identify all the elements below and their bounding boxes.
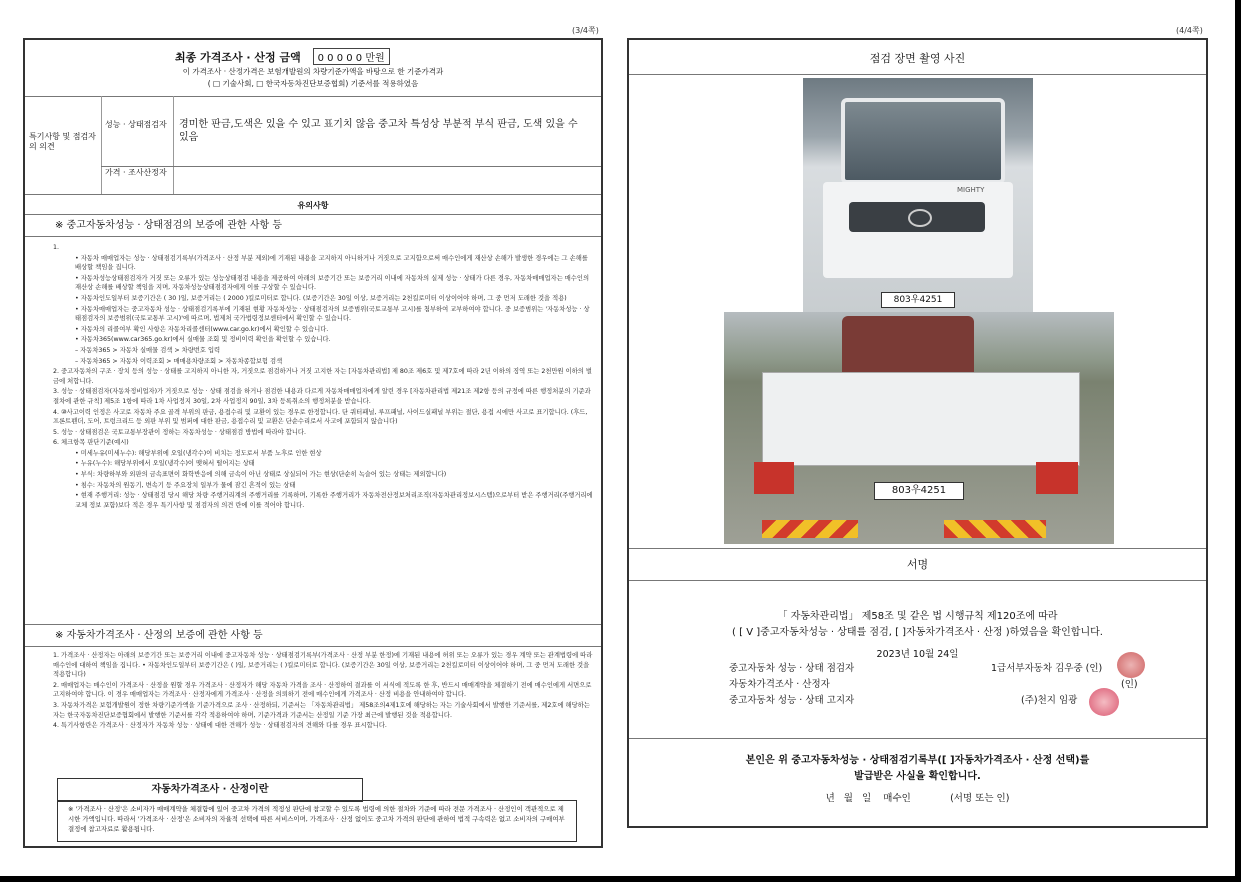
perf-inspector-opinion[interactable]: 경미한 판금,도색은 있을 수 있고 표기치 않음 중고차 특성상 부분적 부식 판금, 도색 있을 수 있음: [179, 119, 578, 143]
inspector-label: 중고자동차 성능 · 상태 점검자: [729, 663, 855, 674]
notifier-seal: [1089, 688, 1119, 716]
notice-item: – 자동차365 > 자동차 이력조회 > 매매용차량조회 > 자동차종합보험 검색: [75, 357, 283, 365]
front-view-photo: MIGHTY 803우4251: [803, 78, 1033, 312]
notice-item: • 자동차성능상태점검자가 거짓 또는 오류가 있는 성능상태점검 내용을 제공하여 아래의 보증기간 또는 보증거리 이내에 자동차의 실제 성능 · 상태가 다른 경우, 자동차매매업자는 매수인의 재산상 손해를 배상할 책임을 지며, 자동차성능상태점검자에게 이를 구상할 수 있습니다.: [75, 274, 590, 292]
final-price-value[interactable]: 0 0 0 0 0 만원: [313, 48, 390, 65]
price-notice-item: 4. 특기사항란은 가격조사 · 산정자가 자동차 성능 · 상태에 대한 견해가 성능 · 상태점검자의 견해와 다를 경우 표시합니다.: [53, 722, 387, 730]
section1-list: [37, 243, 593, 625]
buyer-signature-line[interactable]: 년 월 일 매수인 (서명 또는 인): [825, 793, 1010, 804]
price-box-header: 자동차가격조사 · 산정이란: [57, 778, 363, 802]
notice-item: 1.: [53, 244, 60, 251]
final-price-title: 최종 가격조사 · 산정 금액 0 0 0 0 0 만원: [175, 48, 390, 65]
notice-item: – 자동차365 > 자동차 실매물 검색 > 차량번호 입력: [75, 346, 221, 354]
front-plate: 803우4251: [881, 292, 955, 308]
signature-section-title: 서명: [906, 558, 929, 571]
assessor-seal-mark[interactable]: (인): [1121, 679, 1138, 690]
notice-item: • 미세누유(미세누수): 해당부위에 오일(냉각수)이 비치는 정도로서 부품 노후로 인한 현상: [75, 449, 322, 457]
notice-item: 6. 체크항목 판단기준(예시): [53, 439, 129, 447]
assessor-label: 자동차가격조사 · 산정자: [729, 679, 830, 690]
declaration-line-2: ( [ V ]중고자동차성능 · 상태를 점검, [ ]자동차가격조사 · 산정 )하였음을 확인합니다.: [732, 627, 1103, 638]
notice-item: 4. ⑩사고이력 인정은 사고로 자동차 주요 골격 부위의 판금, 용접수리 및 교환이 있는 경우로 한정합니다. 단 쿼터패널, 루프패널, 사이드실패널 부위는 절단, 용접 시에만 사고로 표기합니다. (후드, 프론트펜더, 도어, 트렁크리드 등 외판 부위 및 범퍼에 대한 판금, 용접수리 및 교환은 단순수리로서 사고에 포함되지 않습니다): [53, 408, 588, 426]
rear-plate: 803우4251: [874, 482, 964, 500]
buyer-confirm-line-2: 발급받은 사실을 확인합니다.: [854, 771, 981, 782]
basis-line-2: ( □ 기술사회, □ 한국자동차진단보증협회) 기준서를 적용하였음: [207, 79, 419, 88]
notice-item: • 침수: 자동차의 원동기, 변속기 등 주요장치 일부가 물에 잠긴 흔적이 있는 상태: [75, 481, 296, 489]
page-3: [23, 38, 603, 848]
notice-item: • 누유(누수): 해당부위에서 오일(냉각수)이 맺혀서 떨어지는 상태: [75, 460, 255, 468]
page-4: [627, 38, 1208, 828]
perf-inspector-label: 성능 · 상태점검자: [105, 120, 167, 129]
notice-item: 2. 중고자동차의 구조 · 장치 등의 성능 · 상태를 고지하지 아니한 자, 거짓으로 점검하거나 거짓 고지한 자는 [자동차관리법] 제 80조 제6호 및 제7호에 따라 2년 이하의 징역 또는 2천만원 이하의 벌금에 처합니다.: [53, 368, 592, 385]
declaration-line-1: 「 자동차관리법」 제58조 및 같은 법 시행규칙 제120조에 따라: [777, 611, 1058, 622]
notifier-label: 중고자동차 성능 · 상태 고지자: [729, 695, 855, 706]
price-assessor-label: 가격 · 조사산정자: [105, 168, 167, 177]
section2-title: ※ 자동차가격조사 · 산정의 보증에 관한 사항 등: [55, 630, 263, 641]
price-box-text: ※ '가격조사 · 산정'은 소비자가 매매계약을 체결함에 있어 중고차 가격의 적정성 판단에 참고할 수 있도록 법령에 의한 절차와 기준에 따라 전문 가격조사 · 산정인이 객관적으로 제시한 가액입니다. 따라서 '가격조사 · 산정'은 소비자의 자율적 선택에 따른 서비스이며, 가격조사 · 산정 없이도 중고차 가격의 판단에 관하여 법적 구속력은 없고 소비자의 구매여부 결정에 참고자료로 활용됩니다.: [57, 800, 577, 842]
notice-item: • 자동차의 리콜여부 확인 사항은 자동차리콜센터(www.car.go.kr)에서 확인할 수 있습니다.: [75, 325, 329, 333]
notice-item: • 자동차매매업자는 중고자동차 성능 · 상태점검기록부에 기재된 현황 자동차성능 · 상태점검자의 보증범위(국토교통부 고시)를 첨부하여 교부하여야 합니다. 중 보증범위는 '자동차성능 · 상태점검자의 보증범위(국토교통부 고시)'에 따르며, 법제처 국가법령정보센터에서 확인할 수 있습니다.: [75, 305, 590, 323]
notice-item: 3. 성능 · 상태점검자(자동차정비업자)가 거짓으로 성능 · 상태 점검을 하거나 점검한 내용과 다르게 자동차매매업자에게 알린 경우 [자동차관리법 제21조 제2항 등의 규정에 따른 행정처분의 기준과 절차에 관한 규칙] 제5조 1항에 따라 1차 사업정지 30일, 2차 사업정지 90일, 3차 등록취소의 행정처분을 받습니다.: [53, 388, 591, 405]
notice-item: • 자동차365(www.car365.go.kr)에서 실매물 조회 및 정비이력 확인을 확인할 수 있습니다.: [75, 336, 331, 344]
basis-line-1: 이 가격조사 · 산정가격은 보험개발원의 차량기준가액을 바탕으로 한 기준가격과: [182, 67, 444, 76]
notice-item: • 자동차 매매업자는 성능 · 상태점검기록부(가격조사 · 산정 부분 제외)에 기재된 내용을 고지하지 아니하거나 거짓으로 고지함으로써 매수인에게 재산상 손해가 발생한 경우에는 그 손해를 배상할 책임을 집니다.: [75, 254, 588, 272]
inspector-seal: [1117, 652, 1145, 678]
section1-title: ※ 중고자동차성능 · 상태점검의 보증에 관한 사항 등: [55, 220, 283, 231]
notice-item: • 부식: 차량하부와 외판의 금속표면이 화학반응에 의해 금속이 아닌 상태로 상실되어 가는 현상(단순히 녹슬어 있는 상태는 제외합니다): [75, 471, 447, 479]
sign-date: 2023년 10월 24일: [876, 649, 959, 660]
section2-list: [37, 651, 593, 771]
page-number-left: (3/4쪽): [572, 26, 599, 35]
notice-title: 유의사항: [297, 201, 329, 210]
photo-section-title: 점검 장면 촬영 사진: [869, 52, 966, 65]
notifier-name[interactable]: (주)천지 임광: [1021, 695, 1078, 706]
inspector-name[interactable]: 1급서부자동차 김우중 (인): [991, 663, 1103, 674]
price-notice-item: 2. 매매업자는 매수인이 가격조사 · 산정을 원할 경우 가격조사 · 산정자가 해당 자동차 가격을 조사 · 산정하여 결과를 이 서식에 적도록 한 후, 반드시 매매계약을 체결하기 전에 매수인에게 서면으로 고지하여야 합니다. 이 경우 매매업자는 가격조사 · 산정자에게 가격조사 · 산정을 의뢰하기 전에 매수인에게 가격조사 · 산정 비용을 안내하여야 합니다.: [53, 681, 592, 699]
price-notice-item: 1. 가격조사 · 산정자는 아래의 보증기간 또는 보증거리 이내에 중고자동차 성능 · 상태점검기록부(가격조사 · 산정 부분 한정)에 기재된 내용에 허위 또는 오류가 있는 경우 계약 또는 관계법령에 따라 매수인에 대하여 책임을 집니다. • 자동차인도일부터 보증기간은 ( )일, 보증거리는 ( )킬로미터로 합니다. (보증기간은 30일 이상, 보증거리는 2천킬로미터 이상이어야 하며, 그 중 먼저 도래한 것을 적용합니다): [53, 652, 593, 679]
notice-item: 5. 성능 · 상태점검은 국토교통부장관이 정하는 자동차성능 · 상태점검 방법에 따라야 합니다.: [53, 428, 307, 436]
notice-item: • 현재 주행거리: 성능 · 상태점검 당시 해당 차량 주행거리계의 주행거리를 기록하며, 기록한 주행거리가 자동차전산정보처리조직(자동차관리정보시스템)으로부터 받은 주행거리(주행거리에 교체 정보 포함)보다 적은 경우 특기사항 및 점검자의 의견 란에 이를 적어야 합니다.: [75, 492, 593, 509]
notice-item: • 자동차인도일부터 보증기간은 ( 30 )일, 보증거리는 ( 2000 )킬로미터로 합니다. (보증기간은 30일 이상, 보증거리는 2천킬로미터 이상이어야 하며, 그 중 먼저 도래한 것을 적용): [75, 294, 567, 302]
price-notice-item: 3. 자동차가격은 보험개발원이 정한 차량기준가액을 기준가격으로 조사 · 산정하되, 기준서는 「자동차관리법」 제58조의4제1호에 해당하는 자는 기술사회에서 발행한 기준서를, 제2호에 해당하는 자는 한국자동차진단보증협회에서 발행한 기준서를 각각 적용하여야 하며, 기준가격과 기준서는 산정일 기준 가장 최근에 발행된 것을 적용합니다.: [53, 701, 590, 719]
opinion-label: 특기사항 및 점검자의 의견: [29, 132, 96, 151]
buyer-confirm-line-1: 본인은 위 중고자동차성능 · 상태점검기록부([ ]자동차가격조사 · 산정 선택)를: [745, 755, 1090, 766]
rear-view-photo: [724, 312, 1114, 544]
page-number-right: (4/4쪽): [1176, 26, 1203, 35]
